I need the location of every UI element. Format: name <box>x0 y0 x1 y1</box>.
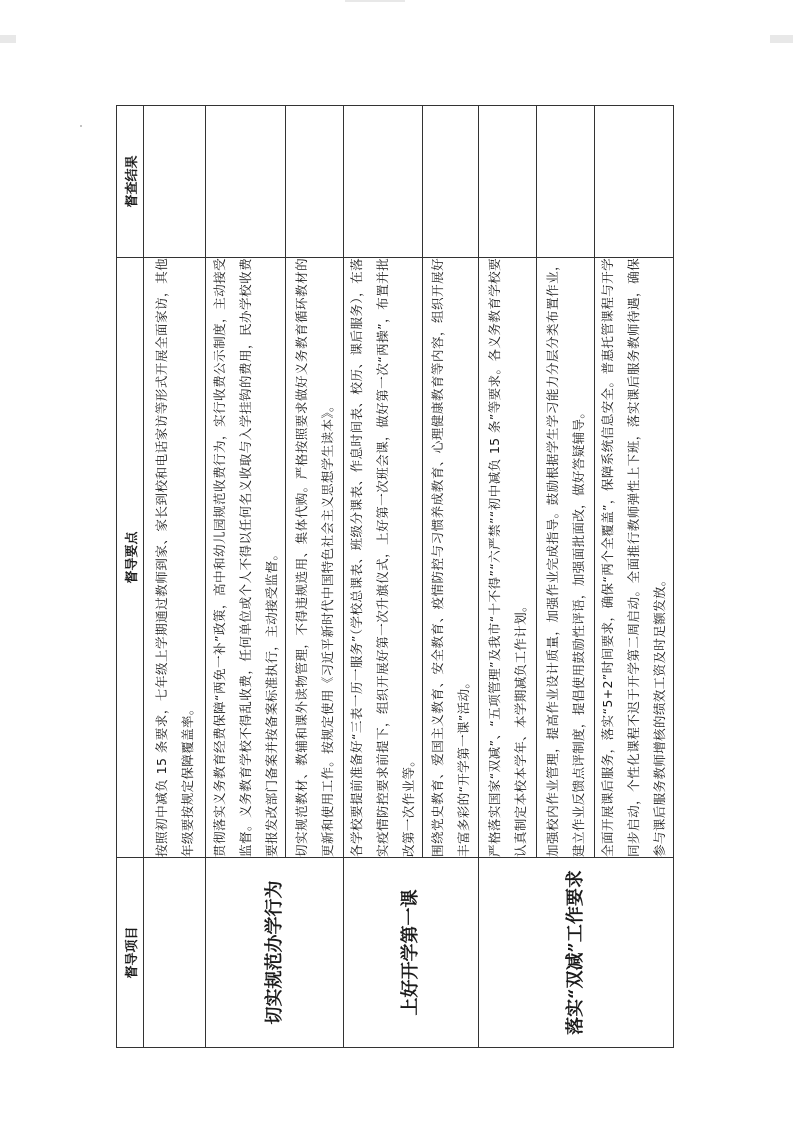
result-cell <box>423 106 479 258</box>
category-cell: 落实“双减”工作要求 <box>479 858 674 1048</box>
point-cell: 按照初中减负 15 条要求，七年级上学期通过教师到家、家长到校和电话家访等形式开展全面家访，其他年级要按规定保障覆盖率。 <box>144 258 206 858</box>
rotated-page <box>116 106 667 1048</box>
result-cell <box>595 106 674 258</box>
point-cell: 切实规范教材、教辅和课外读物管理，不得违规选用、集体代购。严格按照要求做好义务教育循环教材的更新和使用工作。按规定使用《习近平新时代中国特色社会主义思想学生读本》。 <box>286 258 344 858</box>
scan-mark-top <box>345 0 405 2</box>
header-item: 督导项目 <box>117 858 144 1048</box>
table-row <box>344 106 423 1048</box>
result-cell <box>537 106 595 258</box>
scan-dot <box>80 125 82 127</box>
point-cell: 各学校要提前准备好“三表一历一服务”（学校总课表、班级分课表、作息时间表、校历、课后服务），在落实疫情防控要求前提下，组织开展好第一次升旗仪式，上好第一次班会课，做好第一次“两操”，布置并批改第一次作业等。 <box>344 258 423 858</box>
point-cell: 贯彻落实义务教育经费保障“两免一补”政策，高中和幼儿园规范收费行为，实行收费公示制度，主动接受监督。义务教育学校不得乱收费，任何单位或个人不得以任何名义收取与入学挂钩的费用，民办学校收费要报发改部门备案并按备案标准执行，主动接受监督。 <box>206 258 286 858</box>
point-cell: 加强校内作业管理，提高作业设计质量，加强作业完成指导。鼓励根据学生学习能力分层分类布置作业，建立作业反馈点评制度，提倡使用鼓励性评语，加强面批面改，做好答疑辅导。 <box>537 258 595 858</box>
table-row <box>144 106 206 1048</box>
category-cell: 上好开学第一课 <box>344 858 479 1048</box>
point-cell: 严格落实国家“双减”、“五项管理”及我市“十不得”“六严禁”“初中减负 15 条”等要求。各义务教育学校要认真制定本校本学年、本学期减负工作计划。 <box>479 258 537 858</box>
table-row <box>479 106 537 1048</box>
point-cell: 围绕党史教育、爱国主义教育、安全教育、疫情防控与习惯养成教育、心理健康教育等内容，组织开展好丰富多彩的“开学第一课”活动。 <box>423 258 479 858</box>
category-cell: 切实规范办学行为 <box>206 858 344 1048</box>
supervision-table <box>116 105 674 1048</box>
scan-mark-left <box>0 35 16 43</box>
result-cell <box>286 106 344 258</box>
result-cell <box>206 106 286 258</box>
result-cell <box>479 106 537 258</box>
header-result: 督查结果 <box>117 106 144 258</box>
table-header-row <box>117 106 144 1048</box>
result-cell <box>344 106 423 258</box>
header-points: 督导要点 <box>117 258 144 858</box>
scan-mark-right <box>770 35 793 43</box>
point-cell: 全面开展课后服务，落实“5+2”时间要求，确保“两个全覆盖”，保障系统信息安全。普惠托管课程与开学同步启动，个性化课程不迟于开学第二周启动。全面推行教师弹性上下班，落实课后服务教师待遇，确保参与课后服务教师增核的绩效工资及时足额发放。 <box>595 258 674 858</box>
category-cell <box>144 858 206 1048</box>
table-row <box>206 106 286 1048</box>
result-cell <box>144 106 206 258</box>
